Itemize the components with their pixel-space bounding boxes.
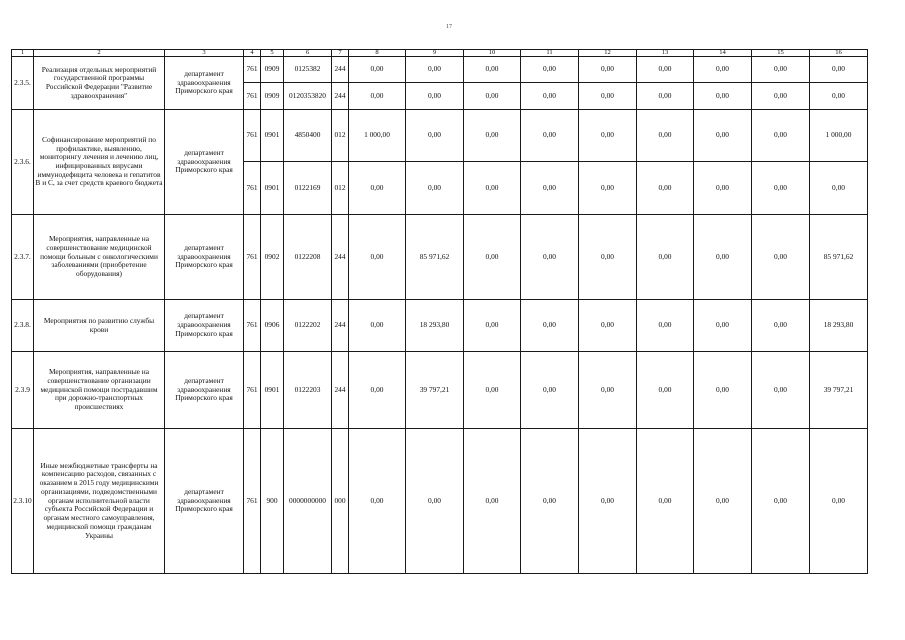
column-header: 15 [752, 50, 810, 57]
header-row [12, 50, 868, 57]
page-mark: 17 [446, 24, 452, 30]
table-row [12, 429, 868, 574]
target-article-cell: 0125382 [284, 57, 332, 83]
column-header: 11 [521, 50, 579, 57]
amount-cell: 39 797,21 [810, 352, 868, 429]
section-code-cell: 0901 [261, 110, 284, 162]
department-cell: департамент здравоохранения Приморского края [165, 300, 244, 352]
amount-cell: 0,00 [349, 215, 406, 300]
expense-type-cell: 012 [332, 110, 349, 162]
amount-cell: 0,00 [810, 429, 868, 574]
amount-cell: 39 797,21 [406, 352, 464, 429]
table-row [12, 57, 868, 83]
amount-cell: 0,00 [349, 429, 406, 574]
amount-cell: 0,00 [579, 429, 637, 574]
amount-cell: 0,00 [349, 300, 406, 352]
amount-cell: 0,00 [752, 215, 810, 300]
section-code-cell: 0909 [261, 83, 284, 110]
amount-cell: 0,00 [521, 110, 579, 162]
amount-cell: 0,00 [694, 300, 752, 352]
amount-cell: 0,00 [464, 352, 521, 429]
column-header: 1 [12, 50, 34, 57]
amount-cell: 0,00 [810, 83, 868, 110]
amount-cell: 0,00 [752, 429, 810, 574]
amount-cell: 0,00 [521, 300, 579, 352]
section-code-cell: 0901 [261, 352, 284, 429]
column-header: 14 [694, 50, 752, 57]
target-article-cell: 0122169 [284, 162, 332, 215]
amount-cell: 0,00 [464, 215, 521, 300]
amount-cell: 0,00 [752, 352, 810, 429]
grbs-code-cell: 761 [244, 57, 261, 83]
grbs-code-cell: 761 [244, 215, 261, 300]
row-number-cell: 2.3.10 [12, 429, 34, 574]
column-header: 6 [284, 50, 332, 57]
column-header: 9 [406, 50, 464, 57]
amount-cell: 0,00 [406, 83, 464, 110]
grbs-code-cell: 761 [244, 300, 261, 352]
expense-type-cell: 244 [332, 215, 349, 300]
amount-cell: 0,00 [694, 57, 752, 83]
amount-cell: 0,00 [637, 57, 694, 83]
department-cell: департамент здравоохранения Приморского края [165, 215, 244, 300]
amount-cell: 0,00 [464, 83, 521, 110]
amount-cell: 0,00 [694, 110, 752, 162]
amount-cell: 0,00 [406, 57, 464, 83]
row-number-cell: 2.3.5. [12, 57, 34, 110]
amount-cell: 0,00 [464, 429, 521, 574]
amount-cell: 0,00 [406, 110, 464, 162]
amount-cell: 0,00 [694, 215, 752, 300]
column-header: 2 [34, 50, 165, 57]
amount-cell: 0,00 [694, 352, 752, 429]
amount-cell: 0,00 [810, 162, 868, 215]
amount-cell: 0,00 [349, 57, 406, 83]
target-article-cell: 4850400 [284, 110, 332, 162]
amount-cell: 0,00 [464, 57, 521, 83]
section-code-cell: 0909 [261, 57, 284, 83]
target-article-cell: 0120353820 [284, 83, 332, 110]
amount-cell: 1 000,00 [810, 110, 868, 162]
target-article-cell: 0000000000 [284, 429, 332, 574]
amount-cell: 0,00 [637, 429, 694, 574]
amount-cell: 0,00 [579, 300, 637, 352]
amount-cell: 0,00 [521, 352, 579, 429]
expense-type-cell: 244 [332, 300, 349, 352]
amount-cell: 0,00 [694, 162, 752, 215]
amount-cell: 0,00 [637, 300, 694, 352]
amount-cell: 0,00 [521, 83, 579, 110]
amount-cell: 0,00 [349, 83, 406, 110]
grbs-code-cell: 761 [244, 352, 261, 429]
amount-cell: 0,00 [579, 110, 637, 162]
row-number-cell: 2.3.9 [12, 352, 34, 429]
department-cell: департамент здравоохранения Приморского края [165, 429, 244, 574]
target-article-cell: 0122208 [284, 215, 332, 300]
amount-cell: 0,00 [464, 300, 521, 352]
amount-cell: 1 000,00 [349, 110, 406, 162]
amount-cell: 0,00 [752, 162, 810, 215]
column-header: 8 [349, 50, 406, 57]
table-row [12, 110, 868, 162]
expense-type-cell: 012 [332, 162, 349, 215]
amount-cell: 0,00 [521, 57, 579, 83]
expense-type-cell: 000 [332, 429, 349, 574]
amount-cell: 0,00 [579, 215, 637, 300]
row-number-cell: 2.3.8. [12, 300, 34, 352]
amount-cell: 0,00 [694, 83, 752, 110]
amount-cell: 0,00 [349, 162, 406, 215]
target-article-cell: 0122202 [284, 300, 332, 352]
amount-cell: 0,00 [406, 429, 464, 574]
department-cell: департамент здравоохранения Приморского края [165, 57, 244, 110]
amount-cell: 0,00 [579, 57, 637, 83]
amount-cell: 85 971,62 [406, 215, 464, 300]
amount-cell: 0,00 [579, 352, 637, 429]
section-code-cell: 900 [261, 429, 284, 574]
measure-name-cell: Реализация отдельных мероприятий государственной программы Российской Федерации "Развитие здравоохранения" [34, 57, 165, 110]
amount-cell: 18 293,80 [810, 300, 868, 352]
department-cell: департамент здравоохранения Приморского края [165, 352, 244, 429]
amount-cell: 0,00 [752, 57, 810, 83]
amount-cell: 0,00 [810, 57, 868, 83]
amount-cell: 0,00 [752, 110, 810, 162]
department-cell: департамент здравоохранения Приморского края [165, 110, 244, 215]
expense-type-cell: 244 [332, 352, 349, 429]
amount-cell: 0,00 [579, 83, 637, 110]
table-row [12, 352, 868, 429]
grbs-code-cell: 761 [244, 429, 261, 574]
table-row [12, 300, 868, 352]
grbs-code-cell: 761 [244, 162, 261, 215]
amount-cell: 0,00 [637, 83, 694, 110]
amount-cell: 0,00 [464, 162, 521, 215]
column-header: 4 [244, 50, 261, 57]
amount-cell: 0,00 [349, 352, 406, 429]
grbs-code-cell: 761 [244, 83, 261, 110]
amount-cell: 0,00 [521, 215, 579, 300]
grbs-code-cell: 761 [244, 110, 261, 162]
measure-name-cell: Иные межбюджетные трансферты на компенсацию расходов, связанных с оказанием в 2015 году медицинскими организациями, подведомственными органам исполнительной власти субъекта Российской Федерации и органам местного самоуправления, медицинской помощи гражданам Украины [34, 429, 165, 574]
column-header: 5 [261, 50, 284, 57]
amount-cell: 0,00 [694, 429, 752, 574]
column-header: 13 [637, 50, 694, 57]
section-code-cell: 0902 [261, 215, 284, 300]
measure-name-cell: Мероприятия, направленные на совершенствование организации медицинской помощи пострадавшим при дорожно-транспортных происшествиях [34, 352, 165, 429]
amount-cell: 0,00 [579, 162, 637, 215]
amount-cell: 0,00 [637, 352, 694, 429]
column-header: 7 [332, 50, 349, 57]
expense-type-cell: 244 [332, 57, 349, 83]
amount-cell: 0,00 [464, 110, 521, 162]
amount-cell: 0,00 [637, 162, 694, 215]
amount-cell: 0,00 [637, 215, 694, 300]
column-header: 10 [464, 50, 521, 57]
column-header: 12 [579, 50, 637, 57]
amount-cell: 0,00 [406, 162, 464, 215]
amount-cell: 0,00 [752, 83, 810, 110]
target-article-cell: 0122203 [284, 352, 332, 429]
amount-cell: 0,00 [521, 429, 579, 574]
measure-name-cell: Мероприятия по развитию службы крови [34, 300, 165, 352]
amount-cell: 0,00 [521, 162, 579, 215]
amount-cell: 85 971,62 [810, 215, 868, 300]
row-number-cell: 2.3.7. [12, 215, 34, 300]
table-row [12, 215, 868, 300]
section-code-cell: 0906 [261, 300, 284, 352]
measure-name-cell: Софинансирование мероприятий по профилактике, выявлению, мониторингу лечения и лечению лиц, инфицированных вирусами иммунодефицита человека и гепатитов В и С, за счет средств краевого бюджета [34, 110, 165, 215]
row-number-cell: 2.3.6. [12, 110, 34, 215]
column-header: 3 [165, 50, 244, 57]
amount-cell: 0,00 [637, 110, 694, 162]
amount-cell: 0,00 [752, 300, 810, 352]
expense-type-cell: 244 [332, 83, 349, 110]
measure-name-cell: Мероприятия, направленные на совершенствование медицинской помощи больным с онкологическими заболеваниями (приобретение оборудования) [34, 215, 165, 300]
amount-cell: 18 293,80 [406, 300, 464, 352]
budget-table [11, 49, 868, 574]
section-code-cell: 0901 [261, 162, 284, 215]
column-header: 16 [810, 50, 868, 57]
